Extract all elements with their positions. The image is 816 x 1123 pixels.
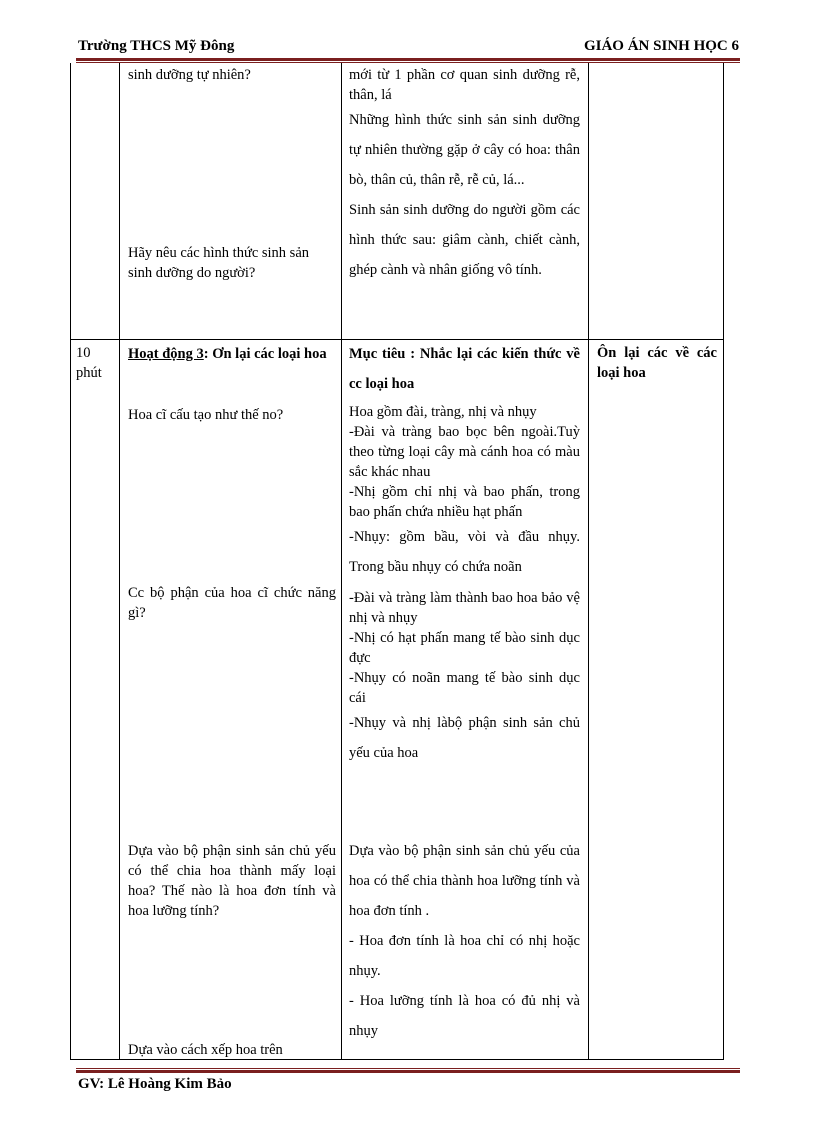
table-divider-1 <box>119 63 120 1060</box>
row1-student-answers <box>349 65 580 285</box>
activity-title: : Ơn lại các loại hoa <box>203 346 327 362</box>
row2-answer-b6: -Nhị có hạt phấn mang tế bào sinh dục đực <box>349 630 580 666</box>
header-rule-thick <box>76 58 740 61</box>
row2-teacher-q3: Dựa vào bộ phận sinh sản chủ yếu có thể chia hoa thành mấy loại hoa? Thế nào là hoa đơn tính và hoa lưỡng tính? <box>128 843 336 919</box>
row2-teacher-q2: Cc bộ phận của hoa cĩ chức năng gì? <box>128 585 336 621</box>
row2-answer-b2: -Đài và tràng bao bọc bên ngoài.Tuỳ theo từng loại cây mà cánh hoa có màu sắc khác nhau <box>349 424 580 480</box>
row1-answer-2: Những hình thức sinh sản sinh dưỡng tự nhiên thường gặp ở cây có hoa: thân bò, thân củ, thân rễ, rễ củ, lá... <box>349 112 580 188</box>
row1-answer-3: Sinh sản sinh dưỡng do người gồm các hình thức sau: giâm cành, chiết cành, ghép cành và nhân giống vô tính. <box>349 202 580 278</box>
row2-teacher-q4: Dựa vào cách xếp hoa trên <box>128 1042 283 1058</box>
row2-answer-c3: - Hoa lưỡng tính là hoa có đủ nhị và nhụy <box>349 993 580 1039</box>
footer-rule-thin <box>76 1068 740 1069</box>
school-name: Trường THCS Mỹ Đông <box>78 38 235 54</box>
row1-teacher-q1: sinh dưỡng tự nhiên? <box>128 67 251 83</box>
row1-teacher-q2: Hãy nêu các hình thức sinh sản sinh dưỡng do người? <box>128 245 310 281</box>
row2-answer-b4: -Nhụy: gồm bầu, vòi và đầu nhụy. Trong bầu nhụy có chứa noãn <box>349 529 580 575</box>
row2-teacher-q1: Hoa cĩ cấu tạo như thế no? <box>128 407 284 423</box>
row2-activity-heading <box>128 339 336 369</box>
row2-answer-b8: -Nhụy và nhị làbộ phận sinh sản chủ yếu của hoa <box>349 715 580 761</box>
row2-content: Ôn lại các về các loại hoa <box>597 345 717 381</box>
row2-time: 10 phút <box>76 345 102 381</box>
row2-answer-b5: -Đài và tràng làm thành bao hoa bảo vệ nhị và nhụy <box>349 590 580 626</box>
lesson-table <box>70 63 724 1060</box>
row2-student-answers <box>349 339 580 768</box>
row2-answer-c1: Dựa vào bộ phận sinh sản chủ yếu của hoa có thể chia thành hoa lưỡng tính và hoa đơn tính . <box>349 843 580 919</box>
activity-label: Hoạt động 3 <box>128 346 204 362</box>
row2-answer-c2: - Hoa đơn tính là hoa chỉ có nhị hoặc nhụy. <box>349 933 580 979</box>
row2-objective: Mục tiêu : Nhắc lại các kiến thức về cc loại hoa <box>349 346 580 392</box>
page-header <box>78 38 739 58</box>
subject-title: GIÁO ÁN SINH HỌC 6 <box>583 38 739 54</box>
table-divider-2 <box>341 63 342 1060</box>
row2-answer-b7: -Nhụy có noãn mang tế bào sinh dục cái <box>349 670 580 706</box>
table-border-left <box>70 63 71 1060</box>
row2-answer-b1: Hoa gồm đài, tràng, nhị và nhụy <box>349 404 537 420</box>
teacher-name: GV: Lê Hoàng Kim Bảo <box>78 1076 232 1092</box>
row2-answer-b3: -Nhị gồm chỉ nhị và bao phấn, trong bao phấn chứa nhiều hạt phấn <box>349 484 580 520</box>
table-divider-3 <box>588 63 589 1060</box>
row1-answer-1: mới từ 1 phần cơ quan sinh dưỡng rễ, thân, lá <box>349 67 580 103</box>
footer-rule-thick <box>76 1070 740 1073</box>
row2-student-answers-2 <box>349 836 580 1046</box>
table-border-right <box>723 63 724 1060</box>
